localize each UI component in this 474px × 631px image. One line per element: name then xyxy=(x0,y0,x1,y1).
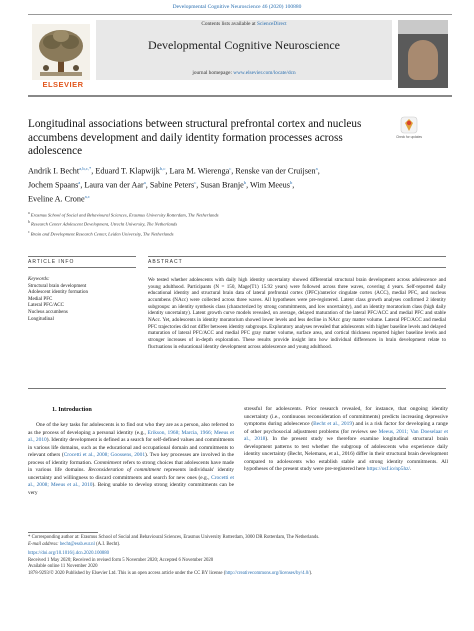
section-heading-introduction: 1. Introduction xyxy=(52,406,92,413)
author-name[interactable]: Andrik I. Becht xyxy=(28,166,80,176)
abstract-text: We tested whether adolescents with daily high identity uncertainty showed differential structural brain development across adolescence and young adulthood. Participants (N = 150, Mage(T1) 15.92 years) were followed across three waves, covering 4 years. Self-reported daily educational identity and structural brain data of lateral prefrontal cortex (lPFC)/anterior cingulate cortex (ACC), medial PFC, and nucleus accumbens (NAcc) were collected across three waves. All hypotheses were pre-registered. Latent class growth analyses confirmed 2 identity subgroups: an identity synthesis class (characterized by strong commitments, and low uncertainty), and an identity moratorium class (high daily identity uncertainty). Latent growth curve models revealed, on average, delayed maturation of the lateral PFC/ACC and medial PFC and stable NAcc. Yet, adolescents in identity moratorium showed lower levels and less decline in NAcc gray matter volume. Lateral PFC/ACC and medial PFC trajectories did not differ between identity subgroups. Exploratory analyses revealed that adolescents with higher baseline levels and delayed maturation of lateral PFC/ACC and medial PFC gray matter volume, surface area, and cortical thickness reported higher baseline levels and stronger increases of in-depth exploration. These results provide insight into how individual differences in brain development relate to fluctuations in educational identity development across adolescence and young adulthood. xyxy=(148,277,446,350)
journal-reference[interactable]: Developmental Cognitive Neuroscience 46 (2020) 100880 xyxy=(172,4,302,10)
email-link[interactable]: becht@essb.eur.nl xyxy=(59,541,95,547)
contents-availability xyxy=(96,21,392,27)
email-after: (A.I. Becht). xyxy=(94,541,121,547)
citation-link[interactable]: Erikson, 1968; Marcia, 1966; Meeus et al., 2010 xyxy=(28,429,234,444)
license-note xyxy=(28,571,458,578)
affiliation-c xyxy=(28,229,458,238)
citation-link[interactable]: Becht et al., 2019 xyxy=(313,421,353,428)
intro-text: One of the key tasks for adolescents is to find out who they are as a person, also referred to as the process of developing a personal identity (e.g., xyxy=(28,422,234,436)
divider xyxy=(148,267,446,268)
author-name[interactable]: , Sabine Peters xyxy=(145,180,195,190)
author-affil-sup: b xyxy=(243,180,247,186)
intro-text: ). Being unable to develop strong identity commitments can be very xyxy=(28,482,235,496)
keyword: Longitudinal xyxy=(28,316,54,322)
author-affil-sup: a,c xyxy=(84,194,90,200)
elsevier-tree-logo xyxy=(32,24,90,80)
journal-cover-image xyxy=(398,20,448,88)
keyword: Structural brain development xyxy=(28,283,87,289)
author-name[interactable]: , Eduard T. Klapwijk xyxy=(91,166,160,176)
divider xyxy=(28,256,136,257)
affiliation-text: Research Center Adolescent Development, Utrecht University, The Netherlands xyxy=(30,221,178,227)
affiliation-text: Brain and Development Research Center, Leiden University, The Netherlands xyxy=(30,231,174,237)
email-label: E-mail address: xyxy=(28,541,60,547)
affiliation-list xyxy=(28,210,458,238)
keyword: Nucleus accumbens xyxy=(28,309,68,315)
author-name[interactable]: Eveline A. Crone xyxy=(28,195,85,205)
license-text: ). xyxy=(309,570,313,576)
intro-text: ). In the present study we therefore examine longitudinal structural brain development patterns to test whether the subgroup of adolescents who experience daily identity uncertainty (Becht, Nelemans, et al., 2016) differ in their structural brain development compared to adolescents who establish stable and strong identity commitments. All hypotheses of the present study were pre-registered here xyxy=(244,436,448,473)
affiliation-text: Erasmus School of Social and Behavioural Sciences, Erasmus University Rotterdam, The Netherlands xyxy=(30,212,219,218)
author-name[interactable]: , Renske van der Cruijsen xyxy=(231,166,316,176)
divider xyxy=(148,256,446,257)
intro-left-column xyxy=(28,422,234,497)
author-name[interactable]: Jochem Spaans xyxy=(28,180,79,190)
author-affil-sup: a xyxy=(315,166,318,171)
contents-prefix: Contents lists available at xyxy=(201,21,257,27)
license-link[interactable]: http://creativecommons.org/licenses/by/4.0/ xyxy=(225,570,310,576)
doi-link[interactable]: https://doi.org/10.1016/j.dcn.2020.100880 xyxy=(28,551,110,557)
license-text: 1878-9293/© 2020 Published by Elsevier Ltd. This is an open access article under the CC BY license ( xyxy=(28,570,226,576)
keywords-block xyxy=(28,277,138,323)
affil-marker: c xyxy=(28,229,30,234)
divider xyxy=(28,388,446,389)
journal-homepage xyxy=(96,70,392,76)
author-name[interactable]: , Wim Meeus xyxy=(246,180,290,190)
author-name[interactable]: , Laura van der Aar xyxy=(80,180,144,190)
intro-term: Commitment xyxy=(93,459,122,466)
author-affil-sup: b xyxy=(289,180,293,186)
keywords-title: Keywords: xyxy=(28,277,50,282)
keyword: Lateral PFC/ACC xyxy=(28,303,64,309)
preregistration-link[interactable]: https://osf.io/np5hz/ xyxy=(366,466,411,473)
sciencedirect-link[interactable]: ScienceDirect xyxy=(256,21,287,27)
article-info-heading: ARTICLE INFO xyxy=(28,259,75,265)
crossmark-label: Check for updates xyxy=(396,135,422,139)
author-affil-sup: a xyxy=(78,180,81,186)
article-title: Longitudinal associations between structural prefrontal cortex and nucleus accumbens development and daily identity formation processes across adolescence xyxy=(28,118,362,157)
crossmark-icon[interactable] xyxy=(400,116,418,134)
citation-link[interactable]: Crocetti et al., 2008; Goossens, 2001 xyxy=(63,452,146,459)
available-online: Available online 11 November 2020 xyxy=(28,564,98,570)
citation-link[interactable]: Crocetti et al., 2008; Meeus et al., 2010 xyxy=(28,474,234,489)
author-list: Andrik I. Becht$^{a,b,c,*}$, Eduard T. Klapwijk$^{b,c}$, Lara M. Wierenga$^c$, Renske van der Cruijsen$^a$, Jochem Spaans$^a$, Laura van der Aar$^a$, Sabine Peters$^c$, Susan Branje$^b$, Wim Meeus$^b$, Eveline A. Crone$^{a,c}$ xyxy=(28,166,320,205)
footnotes xyxy=(28,535,458,578)
intro-text: stressful for adolescents. Prior research revealed, for instance, that ongoing identity uncertainty (i.e., continuous reconsideration of commitments) predicts increasing depressive symptoms during adolescence ( xyxy=(244,406,448,428)
intro-text: represents individuals' identity uncertainty and willingness to discard commitments and search for new ones (e.g., xyxy=(28,467,234,481)
citation-link[interactable]: Meeus, 2011; Van Doeselaar et al., 2018 xyxy=(244,428,449,443)
journal-title: Developmental Cognitive Neuroscience xyxy=(148,38,340,52)
intro-text: ). Identity development is defined as a search for self-defined values and commitments in various life domains, such as the educational and occupational domain and commitments to relevant others ( xyxy=(28,437,234,459)
affiliation-a xyxy=(28,210,458,219)
author-name[interactable]: , Susan Branje xyxy=(196,180,244,190)
footnote-divider xyxy=(28,532,98,533)
publisher-name: ELSEVIER xyxy=(42,80,84,89)
abstract-heading: ABSTRACT xyxy=(148,259,183,265)
author-affil-sup: a,b,c,* xyxy=(79,166,92,171)
homepage-prefix: journal homepage: xyxy=(192,70,234,76)
affiliation-b xyxy=(28,219,458,228)
keyword: Adolescent identity formation xyxy=(28,290,88,296)
cover-photo xyxy=(408,40,438,80)
homepage-link[interactable]: www.elsevier.com/locate/dcn xyxy=(233,70,296,76)
author-affil-sup: b,c xyxy=(159,166,166,171)
email-note xyxy=(28,542,458,549)
intro-text: refers to strong choices that adolescents have made in various life domains. xyxy=(28,459,234,474)
author-affil-sup: a xyxy=(143,180,146,186)
author-affil-sup: c xyxy=(194,180,197,186)
received-dates: Received 1 May 2020; Received in revised form 5 November 2020; Accepted 6 November 2020 xyxy=(28,557,214,563)
intro-text: ). Two key processes are involved in the process of identity formation. xyxy=(28,452,235,466)
author-name[interactable]: , Lara M. Wierenga xyxy=(165,166,230,176)
affil-marker: b xyxy=(28,220,30,225)
intro-text: . xyxy=(410,466,412,473)
affil-marker: a xyxy=(28,211,30,215)
intro-text: ) and is a risk factor for developing a range of other psychosocial adjustment problems (for reviews see xyxy=(244,421,448,435)
divider xyxy=(28,267,136,268)
intro-term: Reconsideration of commitment xyxy=(88,467,161,474)
corresponding-author-note: * Corresponding author at: Erasmus School of Social and Behavioural Sciences, Erasmus University Rotterdam, 3000 DR Rotterdam, The Netherlands. xyxy=(28,535,320,540)
cover-banner xyxy=(398,20,448,34)
intro-right-column xyxy=(244,406,448,474)
keyword: Medial PFC xyxy=(28,296,53,302)
author-affil-sup: c xyxy=(229,166,232,171)
